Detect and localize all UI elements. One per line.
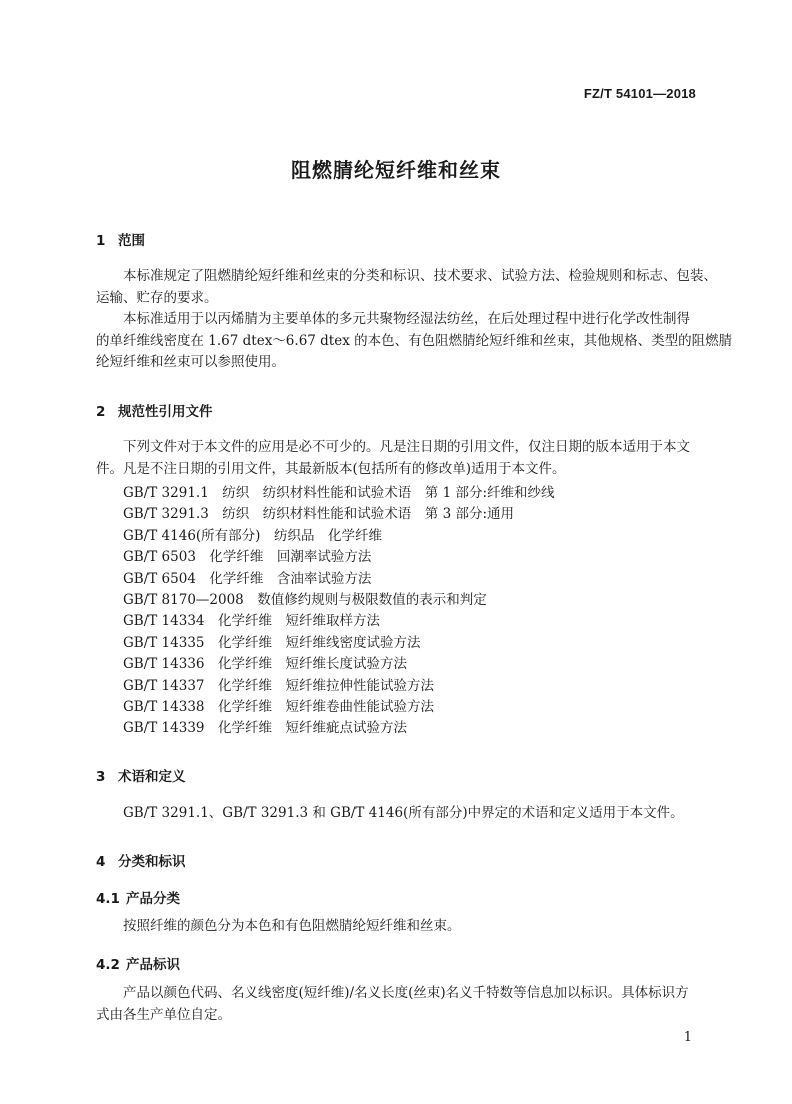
reference-item: GB/T 14339 化学纤维 短纤维疵点试验方法 xyxy=(123,720,407,737)
section-number: 4.2 xyxy=(96,957,120,973)
section-title: 术语和定义 xyxy=(118,769,186,785)
reference-item: GB/T 14337 化学纤维 短纤维拉伸性能试验方法 xyxy=(123,677,434,694)
section-number: 2 xyxy=(96,404,106,420)
subsection-4-1-body xyxy=(96,916,714,938)
standard-number: FZ/T 54101—2018 xyxy=(583,86,696,101)
section-number: 4.1 xyxy=(96,891,120,907)
subsection-4-1-heading xyxy=(96,887,180,907)
section-title: 产品标识 xyxy=(126,957,180,973)
reference-item: GB/T 3291.3 纺织 纺织材料性能和试验术语 第 3 部分:通用 xyxy=(123,506,515,523)
text-line: 产品以颜色代码、名义线密度(短纤维)/名义长度(丝束)名义千特数等信息加以标识。具体标识方 xyxy=(123,985,689,1001)
text-line: 本标准规定了阻燃腈纶短纤维和丝束的分类和标识、技术要求、试验方法、检验规则和标志、包装、 xyxy=(123,268,717,284)
reference-item: GB/T 4146(所有部分) 纺织品 化学纤维 xyxy=(123,527,382,544)
reference-list xyxy=(123,483,555,740)
text-line: 件。凡是不注日期的引用文件，其最新版本(包括所有的修改单)适用于本文件。 xyxy=(96,460,566,477)
subsection-4-2-body xyxy=(96,983,714,1026)
text-line: 式由各生产单位自定。 xyxy=(96,1006,231,1023)
section-title: 范围 xyxy=(118,233,145,249)
section-1-heading xyxy=(96,229,145,249)
reference-item: GB/T 8170—2008 数值修约规则与极限数值的表示和判定 xyxy=(123,591,487,608)
reference-item: GB/T 14335 化学纤维 短纤维线密度试验方法 xyxy=(123,634,421,651)
section-title: 分类和标识 xyxy=(118,854,186,870)
reference-item: GB/T 14334 化学纤维 短纤维取样方法 xyxy=(123,613,380,630)
section-number: 3 xyxy=(96,769,106,785)
text-line: 按照纤维的颜色分为本色和有色阻燃腈纶短纤维和丝束。 xyxy=(123,918,461,934)
section-3-heading xyxy=(96,765,186,785)
reference-item: GB/T 6503 化学纤维 回潮率试验方法 xyxy=(123,549,372,566)
reference-item: GB/T 14338 化学纤维 短纤维卷曲性能试验方法 xyxy=(123,698,434,715)
section-2-intro xyxy=(96,437,714,480)
reference-item: GB/T 6504 化学纤维 含油率试验方法 xyxy=(123,570,372,587)
text-line: 纶短纤维和丝束可以参照使用。 xyxy=(96,354,285,370)
section-number: 4 xyxy=(96,854,106,870)
document-title: 阻燃腈纶短纤维和丝束 xyxy=(291,158,501,182)
text-line: 本标准适用于以丙烯腈为主要单体的多元共聚物经湿法纺丝，在后处理过程中进行化学改性制得 xyxy=(123,311,690,327)
section-title: 产品分类 xyxy=(126,891,180,907)
section-2-heading xyxy=(96,400,213,420)
section-1-body xyxy=(96,266,733,374)
section-4-heading xyxy=(96,850,186,870)
text-line: 下列文件对于本文件的应用是必不可少的。凡是注日期的引用文件，仅注日期的版本适用于本文 xyxy=(123,439,690,455)
reference-item: GB/T 14336 化学纤维 短纤维长度试验方法 xyxy=(123,656,407,673)
text-line: GB/T 3291.1、GB/T 3291.3 和 GB/T 4146(所有部分)中界定的术语和定义适用于本文件。 xyxy=(123,805,684,821)
text-line: 运输、贮存的要求。 xyxy=(96,289,218,306)
section-3-body xyxy=(96,803,714,825)
section-title: 规范性引用文件 xyxy=(118,404,213,420)
text-line: 的单纤维线密度在 1.67 dtex～6.67 dtex 的本色、有色阻燃腈纶短纤维和丝束，其他规格、类型的阻燃腈 xyxy=(96,332,733,349)
reference-item: GB/T 3291.1 纺织 纺织材料性能和试验术语 第 1 部分:纤维和纱线 xyxy=(123,485,555,501)
section-number: 1 xyxy=(96,233,106,249)
page-number: 1 xyxy=(683,1030,692,1045)
subsection-4-2-heading xyxy=(96,953,180,973)
